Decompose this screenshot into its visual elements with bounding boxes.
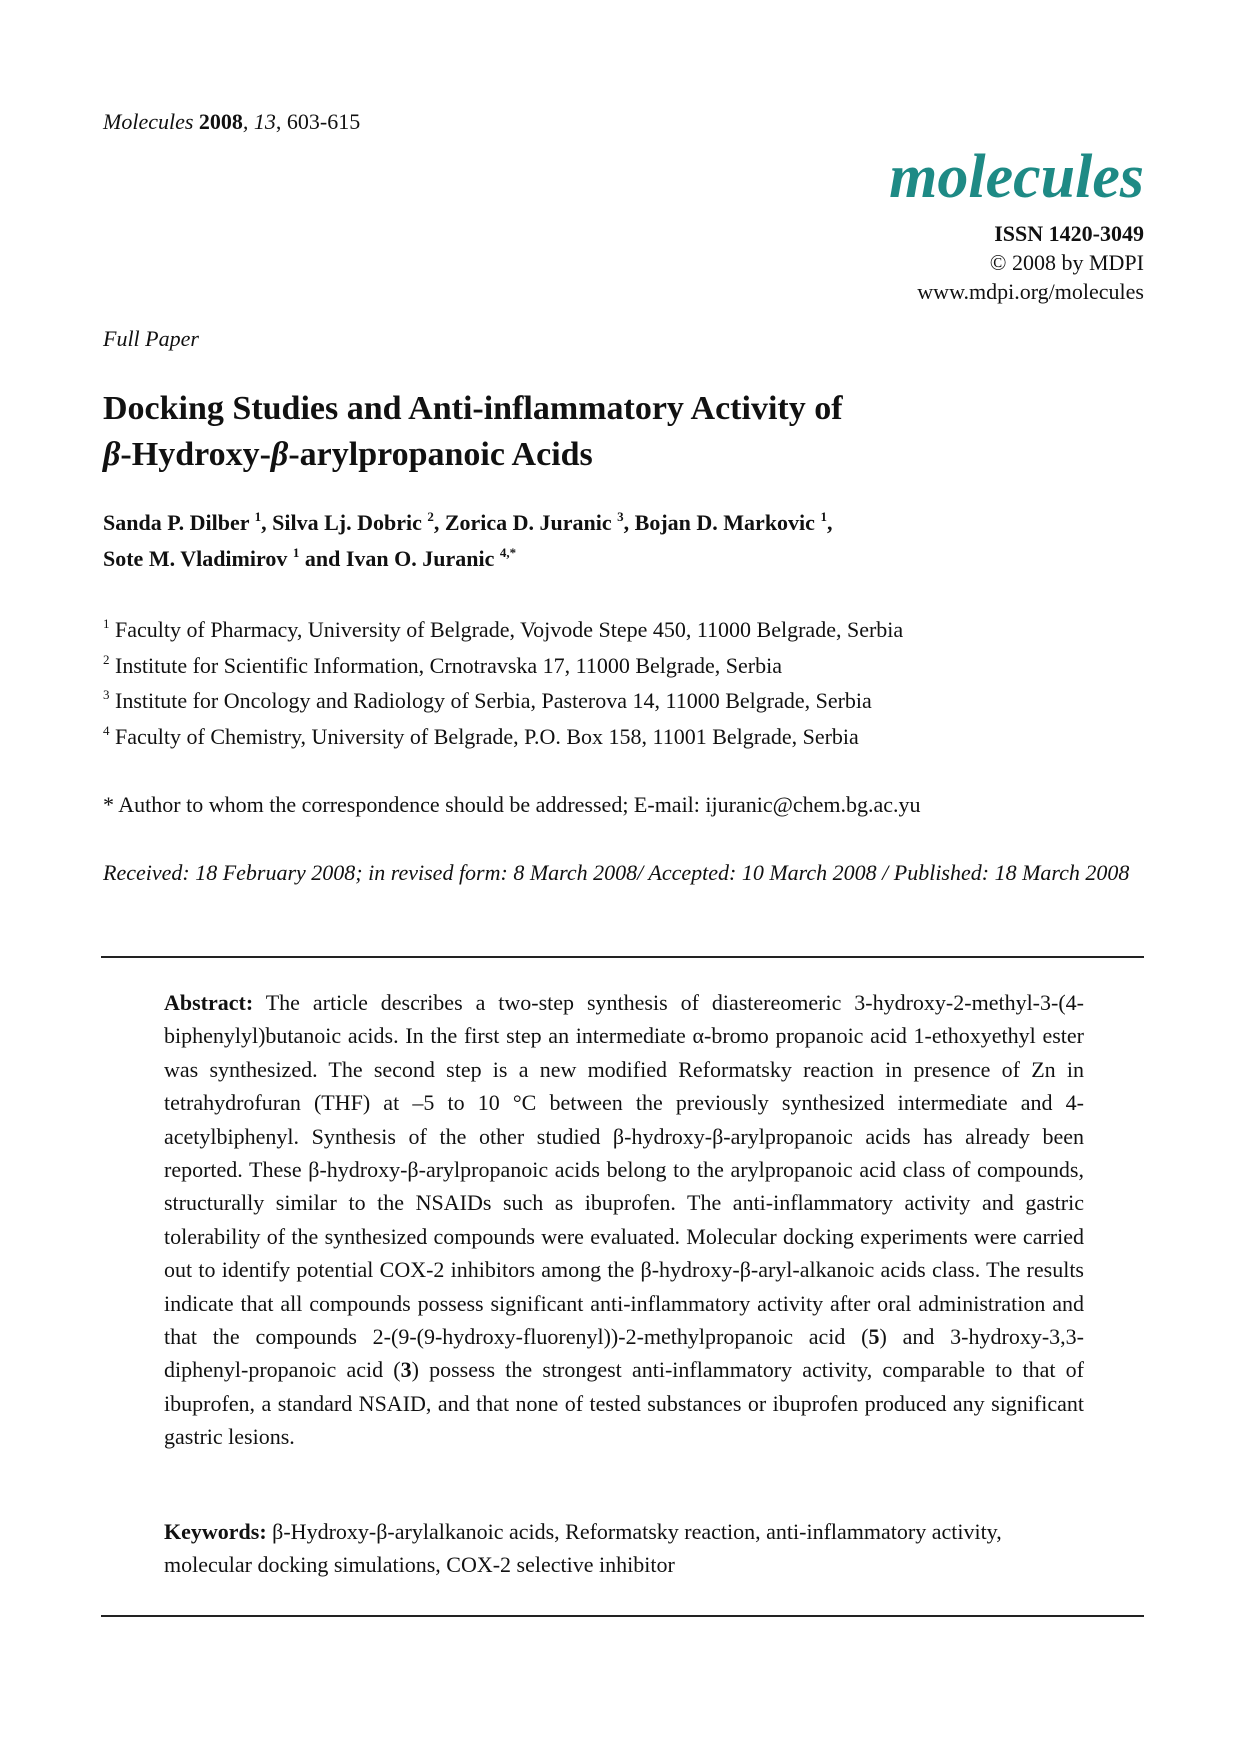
issn: ISSN 1420-3049 — [994, 221, 1144, 246]
author-list — [103, 505, 1133, 577]
affiliation-item: $^2$ Institute for Scientific Information, Crnotravska 17, 11000 Belgrade, Serbia — [103, 651, 782, 678]
title-line-1: Docking Studies and Anti-inflammatory Activity of — [103, 390, 843, 427]
author-name: Ivan O. Juranic — [345, 546, 495, 571]
journal-logo: molecules — [889, 143, 1144, 211]
author-line-1: Sanda P. Dilber $^1$, Silva Lj. Dobric $^2$, Zorica D. Juranic $^3$, Bojan D. Markovic $^1$, — [103, 509, 833, 535]
abstract-label: Abstract: — [164, 990, 254, 1015]
abstract: Abstract: The article describes a two-step synthesis of diastereomeric 3-hydroxy-2-methyl-3-(4-biphenylyl)butanoic acids. In the first step an intermediate α-bromo propanoic acid 1-ethoxyethyl ester was synthesized. The second step is a new modified Reformatsky reaction in presence of Zn in tetrahydrofuran (THF) at –5 to 10 °C between the previously synthesized intermediate and 4-acetylbiphenyl. Synthesis of the other studied β-hydroxy-β-arylpropanoic acids has already been reported. These β-hydroxy-β-arylpropanoic acids belong to the arylpropanoic acid class of compounds, structurally similar to the NSAIDs such as ibuprofen. The anti-inflammatory activity and gastric tolerability of the synthesized compounds were evaluated. Molecular docking experiments were carried out to identify potential COX-2 inhibitors among the β-hydroxy-β-aryl-alkanoic acids class. The results indicate that all compounds possess significant anti-inflammatory activity after oral administration and that the compounds 2-(9-(9-hydroxy-fluorenyl))-2-methylpropanoic acid (5) and 3-hydroxy-3,3-diphenyl-propanoic acid (3) possess the strongest anti-inflammatory activity, comparable to that of ibuprofen, a standard NSAID, and that none of tested substances or ibuprofen produced any significant gastric lesions. — [164, 990, 1084, 1450]
author-name: Zorica D. Juranic — [444, 510, 612, 535]
copyright: © 2008 by MDPI — [989, 250, 1144, 275]
affiliation-item: $^4$ Faculty of Chemistry, University of Belgrade, P.O. Box 158, 11001 Belgrade, Serbia — [103, 722, 859, 749]
citation-volume: 13 — [253, 109, 276, 134]
author-line-2: Sote M. Vladimirov $^1$ and Ivan O. Juranic $^{4,*}$ — [103, 545, 517, 571]
affiliation-item: $^3$ Institute for Oncology and Radiology of Serbia, Pasterova 14, 11000 Belgrade, Serbia — [103, 687, 872, 713]
keywords-label: Keywords: — [164, 1519, 267, 1544]
author-name: Silva Lj. Dobric — [272, 510, 422, 535]
compound-ref: 5 — [868, 1324, 880, 1350]
citation-pages: 603-615 — [286, 109, 361, 134]
keywords: Keywords: β-Hydroxy-β-arylalkanoic acids, Reformatsky reaction, anti-inflammatory activity, molecular docking simulations, COX-2 selective inhibitor — [164, 1519, 1002, 1578]
beta-symbol: β — [103, 436, 121, 473]
correspondence-note: * Author to whom the correspondence should be addressed; E-mail: ijuranic@chem.bg.ac.yu — [103, 792, 921, 817]
citation-year: 2008 — [198, 109, 243, 134]
citation-line: Molecules 2008, 13, 603-615 — [103, 109, 361, 134]
author-name: Bojan D. Markovic — [634, 510, 815, 535]
author-name: Sanda P. Dilber — [103, 510, 250, 535]
divider — [101, 1615, 1144, 1617]
divider — [101, 956, 1144, 958]
paper-type: Full Paper — [103, 326, 199, 351]
affiliations — [103, 612, 1133, 754]
affiliation-item: $^1$ Faculty of Pharmacy, University of Belgrade, Vojvode Stepe 450, 11000 Belgrade, Serbia — [103, 616, 904, 642]
journal-info — [917, 219, 1144, 306]
title-line-2: β-Hydroxy-β-arylpropanoic Acids — [103, 436, 593, 473]
paper-title — [103, 386, 1133, 478]
journal-name: Molecules — [103, 109, 194, 134]
publication-dates: Received: 18 February 2008; in revised form: 8 March 2008/ Accepted: 10 March 2008 / Published: 18 March 2008 — [103, 860, 1130, 885]
beta-symbol: β — [270, 436, 289, 473]
compound-ref: 3 — [400, 1357, 412, 1383]
author-name: Sote M. Vladimirov — [103, 546, 288, 571]
journal-url: www.mdpi.org/molecules — [917, 279, 1144, 304]
